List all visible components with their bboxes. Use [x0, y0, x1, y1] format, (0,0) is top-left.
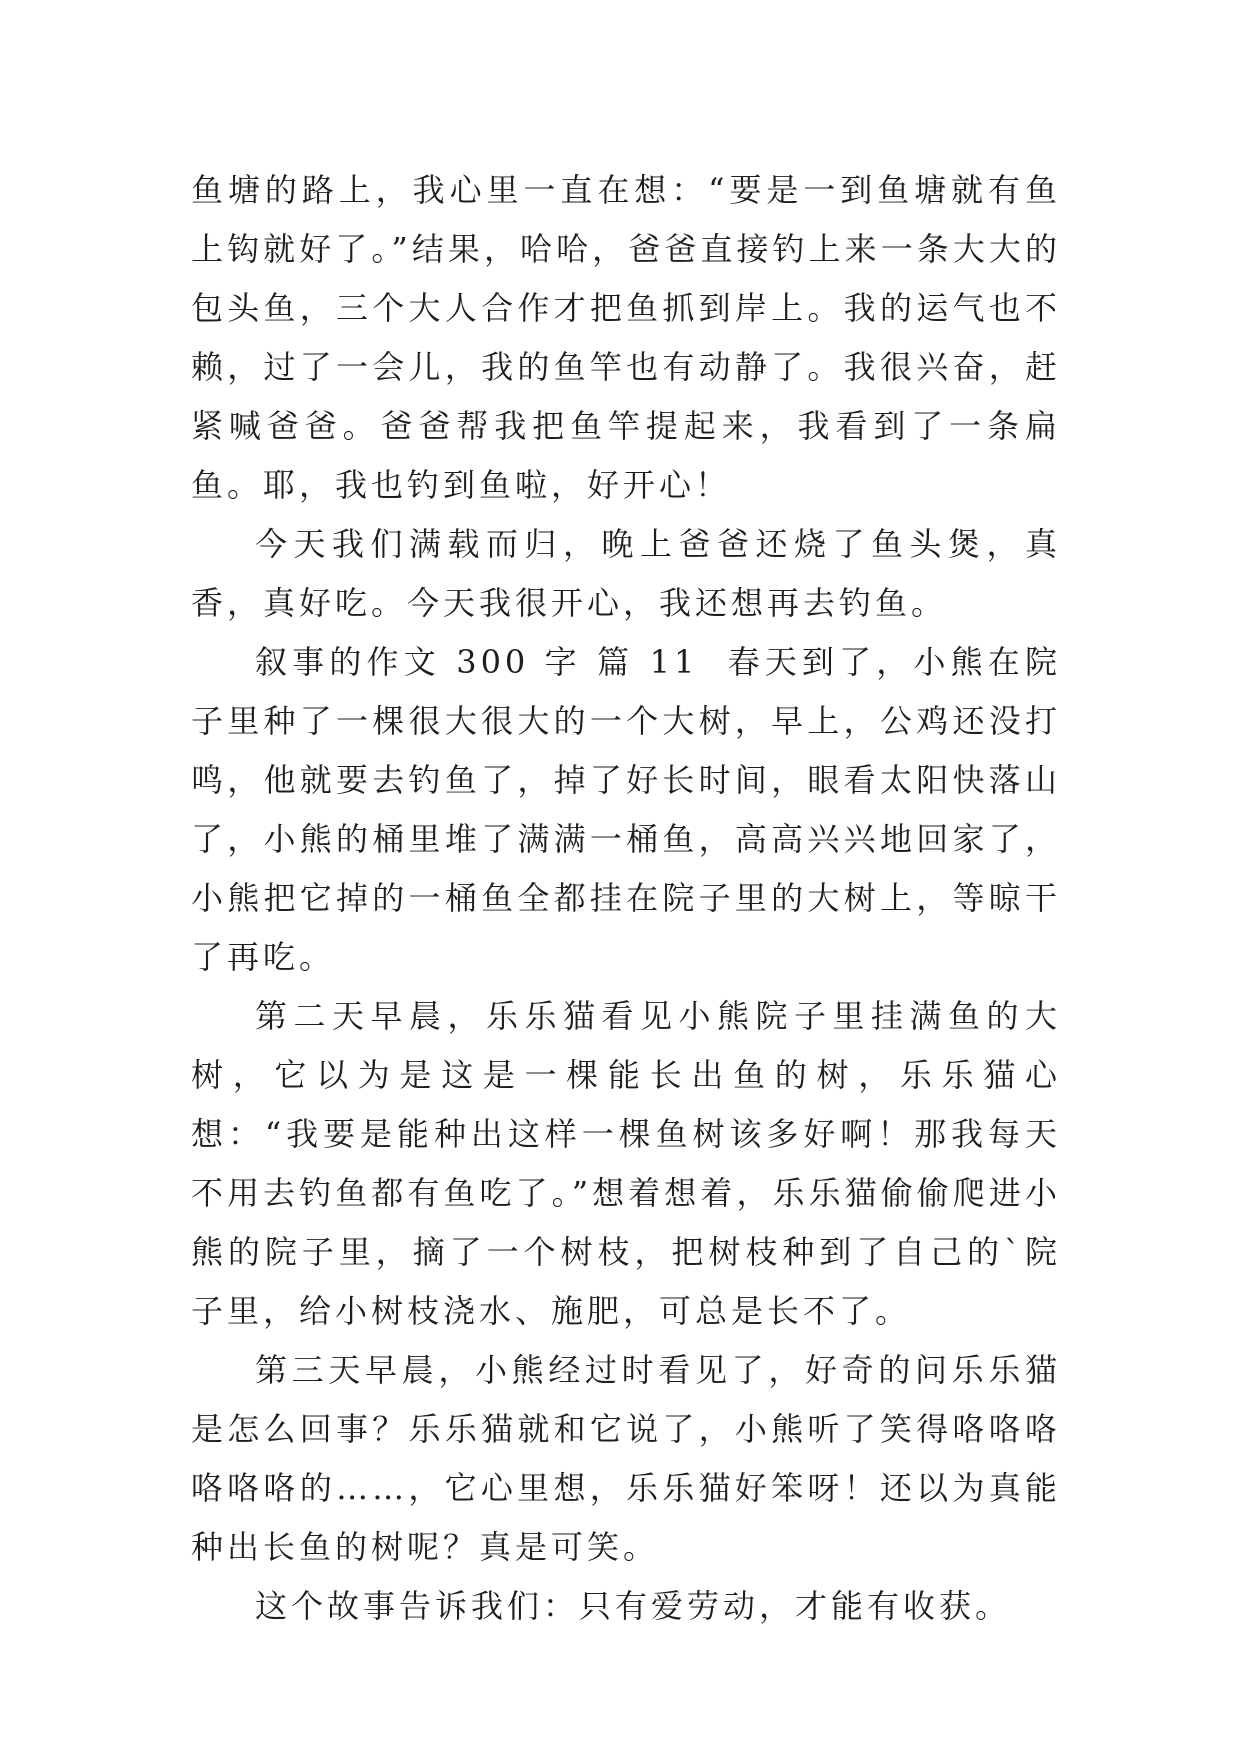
paragraph-cat-day-two: 第二天早晨，乐乐猫看见小熊院子里挂满鱼的大树，它以为是这是一棵能长出鱼的树，乐乐猫心想：“我要是能种出这样一棵鱼树该多好啊！那我每天不用去钓鱼都有鱼吃了。”想着想着，乐乐猫偷偷爬进小熊的院子里，摘了一个树枝，把树枝种到了自己的`院子里，给小树枝浇水、施肥，可总是长不了。 — [191, 997, 1061, 1330]
paragraph-fishing-pond: 鱼塘的路上，我心里一直在想：“要是一到鱼塘就有鱼上钩就好了。”结果，哈哈，爸爸直接钓上来一条大大的包头鱼，三个大人合作才把鱼抓到岸上。我的运气也不赖，过了一会儿，我的鱼竿也有动静了。我很兴奋，赶紧喊爸爸。爸爸帮我把鱼竿提起来，我看到了一条扁鱼。耶，我也钓到鱼啦，好开心！ — [191, 171, 1061, 504]
paragraph-moral: 这个故事告诉我们：只有爱劳动，才能有收获。 — [255, 1587, 1012, 1625]
paragraph-bear-day-three: 第三天早晨，小熊经过时看见了，好奇的问乐乐猫是怎么回事？乐乐猫就和它说了，小熊听了笑得咯咯咯咯咯咯的……，它心里想，乐乐猫好笨呀！还以为真能种出长鱼的树呢？真是可笑。 — [191, 1351, 1061, 1566]
paragraph-fishing-return: 今天我们满载而归，晚上爸爸还烧了鱼头煲，真香，真好吃。今天我很开心，我还想再去钓鱼。 — [191, 525, 1061, 622]
essay-heading: 叙事的作文 300 字 篇 11 — [255, 643, 699, 681]
paragraph-bear-tree — [191, 633, 1061, 987]
document-body — [191, 161, 1061, 1636]
essay-text: 春天到了，小熊在院子里种了一棵很大很大的一个大树，早上，公鸡还没打鸣，他就要去钓鱼了，掉了好长时间，眼看太阳快落山了，小熊的桶里堆了满满一桶鱼，高高兴兴地回家了，小熊把它掉的一桶鱼全都挂在院子里的大树上，等晾干了再吃。 — [191, 643, 1061, 976]
